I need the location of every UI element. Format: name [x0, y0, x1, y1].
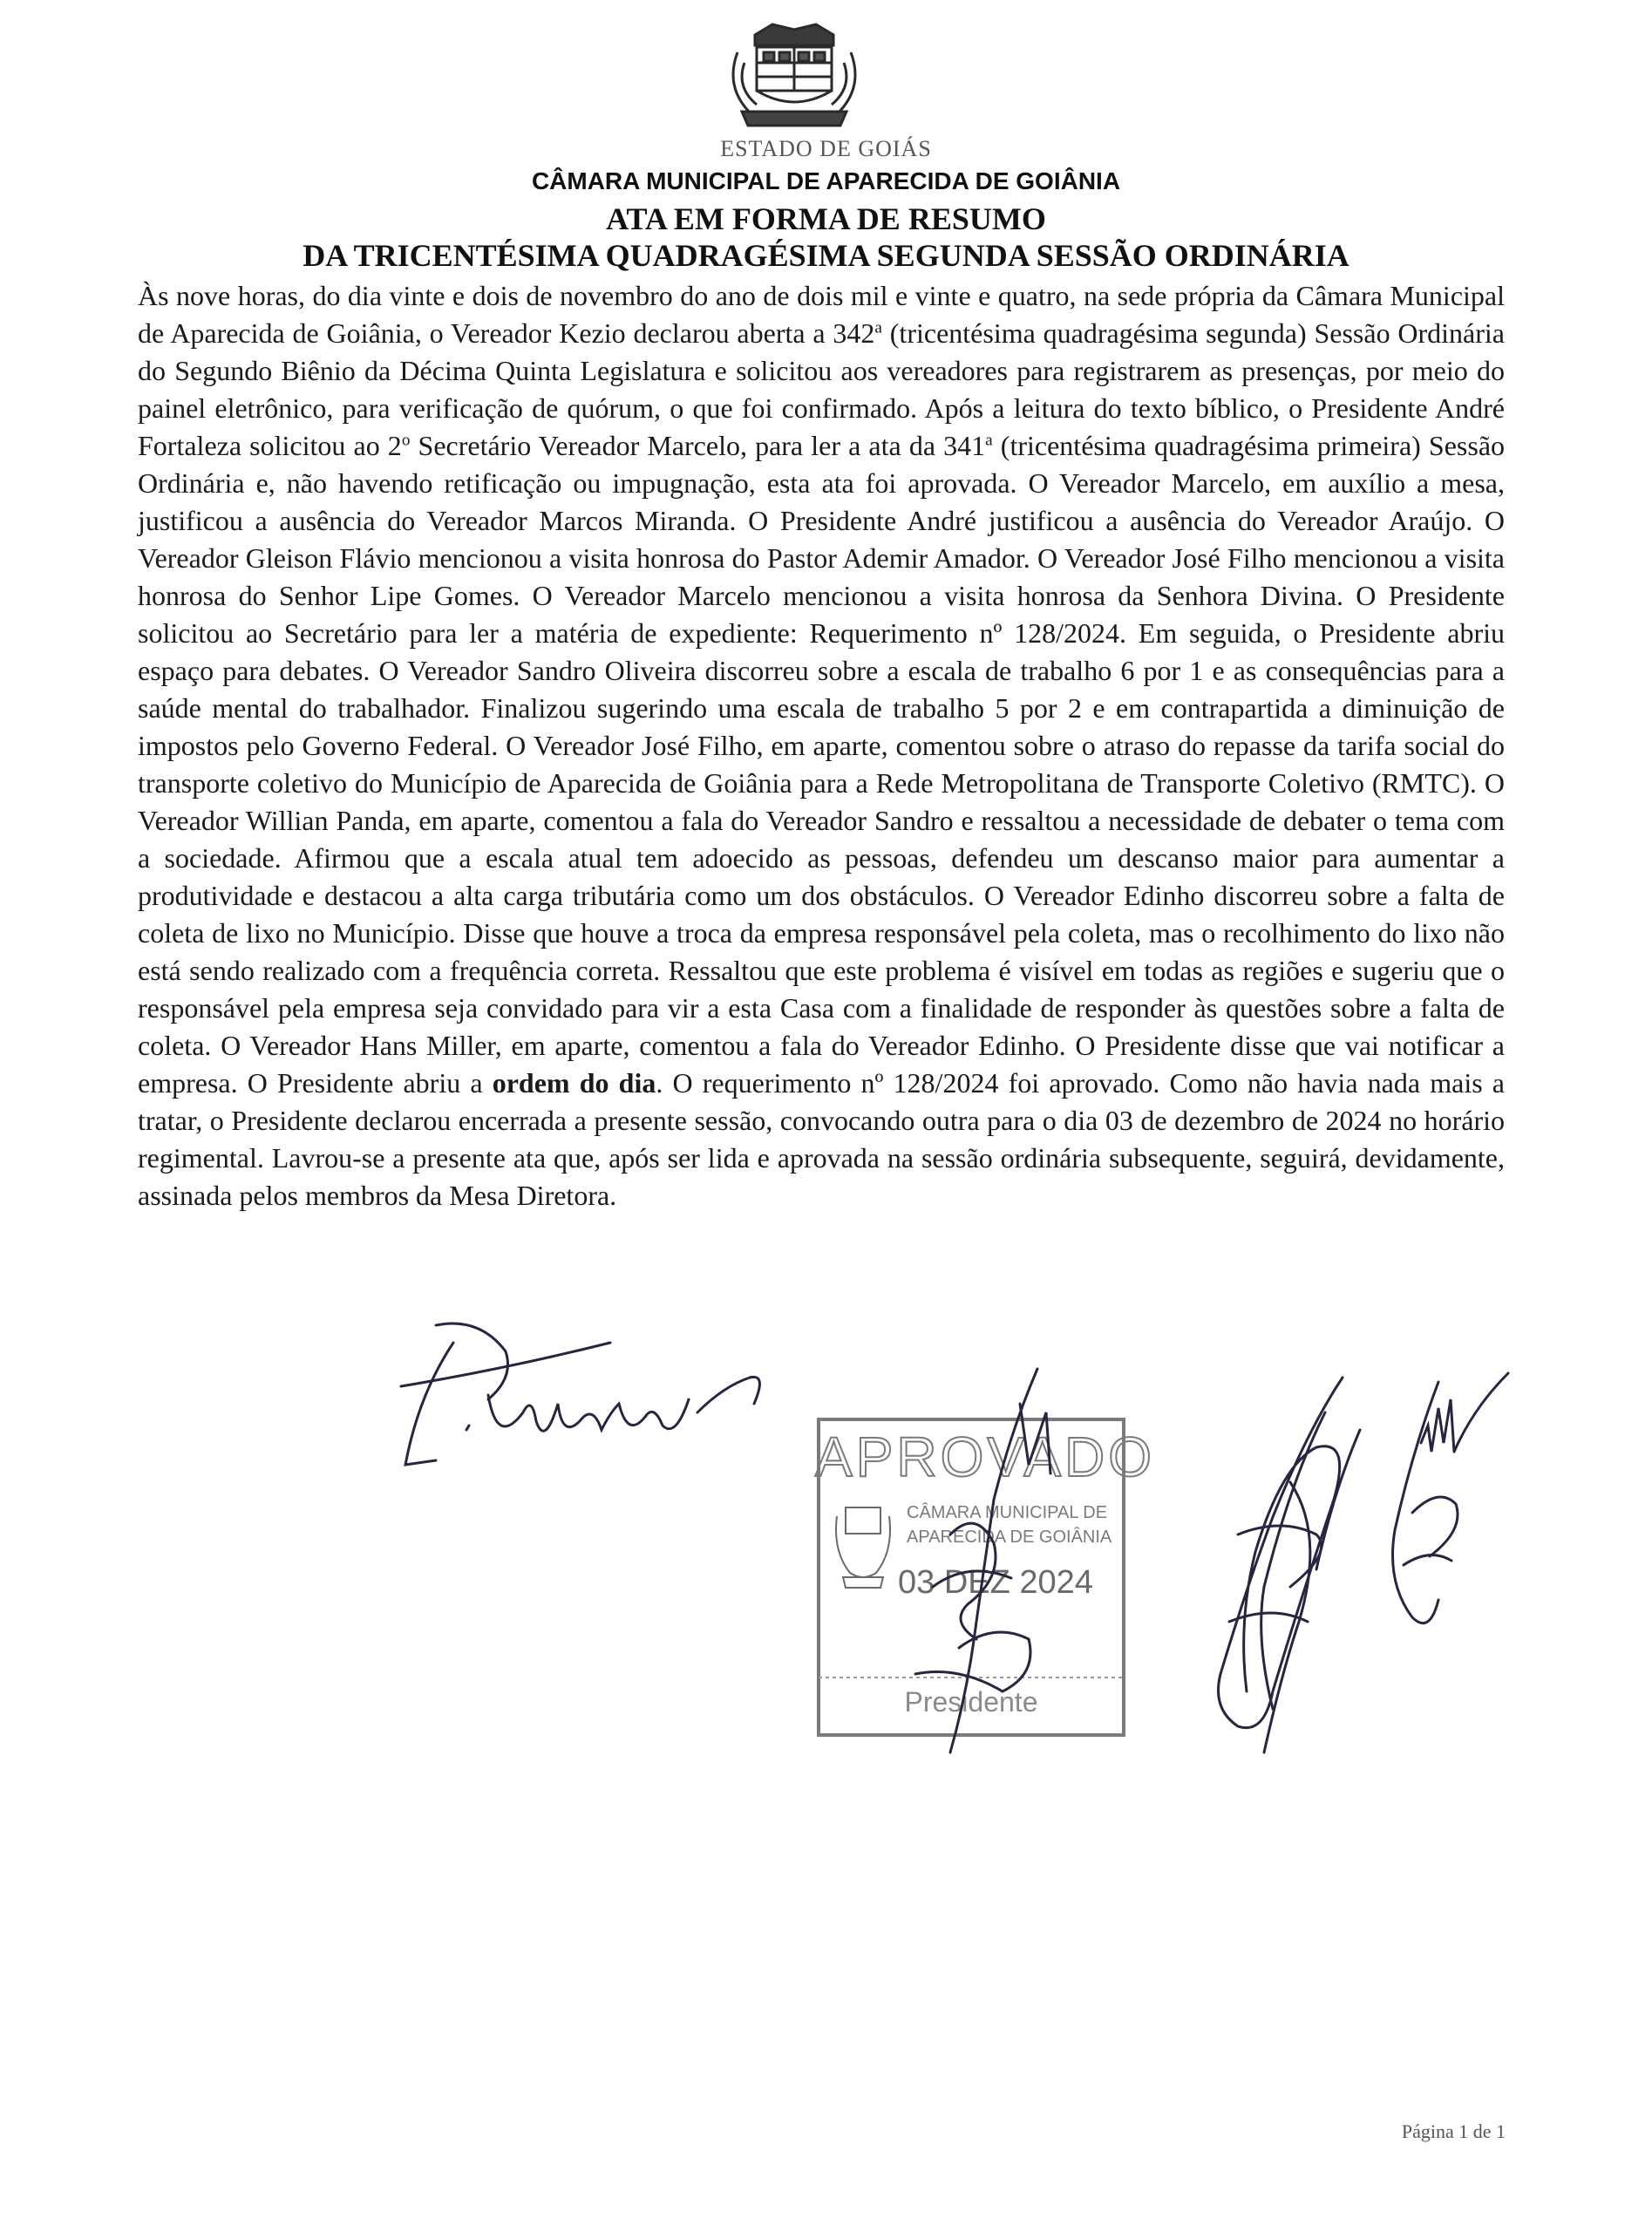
order-of-day-emphasis: ordem do dia — [492, 1067, 656, 1099]
minutes-body — [138, 277, 1505, 1215]
signature-vice-president — [1186, 1360, 1386, 1770]
body-text-part-3: Secretário Vereador Marcelo, para ler a ata da 341 — [410, 430, 986, 461]
stamp-chamber-line-2: APARECIDA DE GOIÂNIA — [907, 1528, 1112, 1547]
body-text-part-4: (tricentésima quadragésima primeira) Sessão Ordinária e, não havendo retificação ou impugnação, esta ata foi aprovada. O Vereador Marcelo, em auxílio a mesa, justificou a ausência do Vereador Marcos Miranda. O Presidente André justificou a ausência do Vereador Araújo. O Vereador Gleison Flávio mencionou a visita honrosa do Pastor Ademir Amador. O Vereador José Filho mencionou a visita honrosa do Senhor Lipe Gomes. O Vereador Marcelo mencionou a visita honrosa da Senhora Divina. O Presidente solicitou ao Secretário para ler a matéria de expediente: Requerimento nº 128/2024. Em seguida, o Presidente abriu espaço para debates. O Vereador Sandro Oliveira discorreu sobre a escala de trabalho 6 por 1 e as consequências para a saúde mental do trabalhador. Finalizou sugerindo uma escala de trabalho 5 por 2 e em contrapartida a diminuição de impostos pelo Governo Federal. O Vereador José Filho, em aparte, comentou sobre o atraso do repasse da tarifa social do transporte coletivo do Município de Aparecida de Goiânia para a Rede Metropolitana de Transporte Coletivo (RMTC). O Vereador Willian Panda, em aparte, comentou a fala do Vereador Sandro e ressaltou a necessidade de debater o tema com a sociedade. Afirmou que a escala atual tem adoecido as pessoas, defendeu um descanso maior para aumentar a produtividade e destacou a alta carga tributária como um dos obstáculos. O Vereador Edinho discorreu sobre a falta de coleta de lixo no Município. Disse que houve a troca da empresa responsável pela coleta, mas o recolhimento do lixo não está sendo realizado com a frequência correta. Ressaltou que este problema é visível em todas as regiões e sugeriu que o responsável pela empresa seja convidado para vir a esta Casa com a finalidade de responder às questões sobre a falta de coleta. O Vereador Hans Miller, em aparte, comentou a fala do Vereador Edinho. O Presidente disse que vai notificar a empresa. O Presidente abriu a — [138, 430, 1506, 1099]
body-text-part-2: (tricentésima quadragésima segunda) Sessão Ordinária do Segundo Biênio da Décima Quinta Legislatura e solicitou aos vereadores para registrarem as presenças, por meio do painel eletrônico, para verificação de quórum, o que foi confirmado. Após a leitura do texto bíblico, o Presidente André Fortaleza solicitou ao 2 — [138, 317, 1506, 461]
state-heading: ESTADO DE GOIÁS — [720, 136, 932, 161]
document-title: ATA EM FORMA DE RESUMO — [606, 201, 1046, 236]
chamber-heading: CÂMARA MUNICIPAL DE APARECIDA DE GOIÂNIA — [531, 167, 1121, 194]
stamp-approved-word: APROVADO — [815, 1426, 1155, 1488]
ordinal-mark: a — [985, 431, 993, 450]
signature-secretary — [384, 1317, 793, 1491]
ordinal-mark: a — [874, 318, 882, 337]
stamp-crest-icon — [833, 1499, 894, 1595]
body-text-part-1: Às nove horas, do dia vinte e dois de novembro do ano de dois mil e vinte e quatro, na sede própria da Câmara Municipal de Aparecida de Goiânia, o Vereador Kezio declarou aberta a 342 — [138, 280, 1505, 349]
ordinal-mark: o — [401, 431, 411, 450]
body-text-part-5: . O requerimento nº 128/2024 foi aprovado. Como não havia nada mais a tratar, o Presidente declarou encerrada a presente sessão, convocando outra para o dia 03 de dezembro de 2024 no horário regimental. Lavrou-se a presente ata que, após ser lida e aprovada na sessão ordinária subsequente, seguirá, devidamente, assinada pelos membros da Mesa Diretora. — [138, 1067, 1506, 1211]
page-number: Página 1 de 1 — [1401, 2120, 1506, 2142]
stamp-date: 03 DEZ 2024 — [898, 1564, 1093, 1601]
document-subtitle: DA TRICENTÉSIMA QUADRAGÉSIMA SEGUNDA SESSÃO ORDINÁRIA — [303, 238, 1349, 273]
stamp-role: Presidente — [904, 1686, 1038, 1718]
signature-president — [1377, 1356, 1534, 1643]
stamp-chamber-line-1: CÂMARA MUNICIPAL DE — [907, 1503, 1108, 1522]
signature-over-stamp — [898, 1360, 1081, 1761]
coat-of-arms-icon — [703, 17, 886, 135]
